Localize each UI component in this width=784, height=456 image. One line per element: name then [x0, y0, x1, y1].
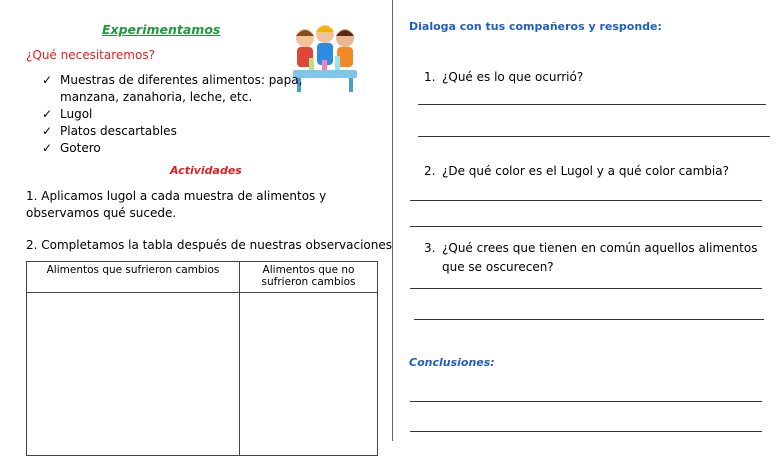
- answer-line[interactable]: [410, 226, 762, 227]
- list-item: ✓ Lugol: [42, 107, 93, 121]
- table-cell-unchanged[interactable]: [240, 293, 378, 456]
- question-1: 1. ¿Qué es lo que ocurrió?: [424, 70, 584, 84]
- check-icon: ✓: [42, 107, 53, 121]
- observations-table: [26, 261, 378, 456]
- list-item: manzana, zanahoria, leche, etc.: [60, 90, 253, 104]
- list-item: ✓ Platos descartables: [42, 124, 177, 138]
- check-icon: ✓: [42, 141, 53, 155]
- answer-line[interactable]: [410, 431, 762, 432]
- answer-line[interactable]: [410, 401, 762, 402]
- activity-step-2: 2. Completamos la tabla después de nuestras observaciones: [26, 238, 392, 252]
- activity-step-1: 1. Aplicamos lugol a cada muestra de alimentos y observamos qué sucede.: [26, 189, 327, 220]
- check-icon: ✓: [42, 124, 53, 138]
- dialog-heading: Dialoga con tus compañeros y responde:: [409, 20, 662, 33]
- answer-line[interactable]: [414, 319, 764, 320]
- answer-line[interactable]: [418, 136, 770, 137]
- conclusions-heading: Conclusiones:: [409, 356, 495, 369]
- answer-line[interactable]: [410, 200, 762, 201]
- column-divider: [392, 0, 393, 441]
- table-header-changed: Alimentos que sufrieron cambios: [27, 262, 240, 293]
- question-3: 3. ¿Qué crees que tienen en común aquellos alimentos que se oscurecen?: [424, 241, 758, 274]
- materials-heading: ¿Qué necesitaremos?: [26, 48, 155, 62]
- list-item: ✓ Muestras de diferentes alimentos: papa,: [42, 73, 303, 87]
- question-2: 2. ¿De qué color es el Lugol y a qué color cambia?: [424, 164, 729, 178]
- activities-heading: Actividades: [170, 164, 242, 177]
- table-cell-changed[interactable]: [27, 293, 240, 456]
- table-header-unchanged: Alimentos que no sufrieron cambios: [240, 262, 378, 293]
- answer-line[interactable]: [410, 288, 762, 289]
- check-icon: ✓: [42, 73, 53, 87]
- list-item: ✓ Gotero: [42, 141, 101, 155]
- answer-line[interactable]: [418, 104, 766, 105]
- materials-list: [42, 72, 302, 157]
- worksheet-title: Experimentamos: [102, 22, 221, 37]
